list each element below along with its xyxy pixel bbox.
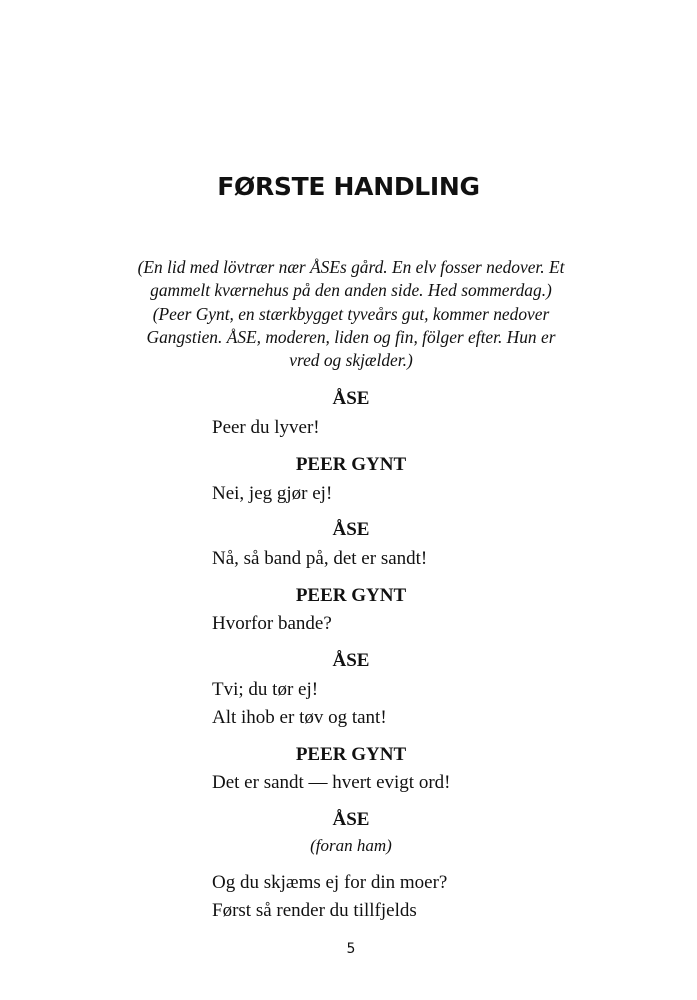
speaker-name: ÅSE: [332, 650, 370, 671]
speaker-name: PEER GYNT: [295, 744, 407, 765]
dialogue-line: Nei, jeg gjør ej!: [212, 483, 333, 504]
act-title: FØRSTE HANDLING: [217, 172, 480, 201]
dialogue-line: Og du skjæms ej for din moer?: [212, 872, 448, 893]
dialogue-line: Først så render du tillfjelds: [212, 900, 417, 921]
stage-direction-line: gammelt kværnehus på den anden side. Hed sommerdag.): [150, 280, 552, 301]
dialogue-line: Det er sandt — hvert evigt ord!: [212, 772, 451, 793]
stage-direction-line: vred og skjælder.): [289, 350, 413, 371]
speaker-name: ÅSE: [332, 519, 370, 540]
dialogue-line: Alt ihob er tøv og tant!: [212, 707, 387, 728]
stage-direction-line: (Peer Gynt, en stærkbygget tyveårs gut, kommer nedover: [152, 303, 550, 324]
stage-direction-line: (En lid med lövtrær nær ÅSEs gård. En elv fosser nedover. Et: [137, 257, 565, 277]
speaker-name: PEER GYNT: [295, 454, 407, 475]
dialogue-line: Peer du lyver!: [212, 417, 320, 438]
dialogue-line: Nå, så band på, det er sandt!: [212, 548, 428, 569]
speaker-direction: (foran ham): [310, 836, 392, 855]
speaker-name: PEER GYNT: [295, 585, 407, 606]
speaker-name: ÅSE: [332, 388, 370, 409]
dialogue-line: Tvi; du tør ej!: [212, 679, 319, 700]
dialogue-line: Hvorfor bande?: [212, 613, 332, 634]
page-number: 5: [346, 941, 356, 957]
opening-stage-direction: [130, 256, 572, 372]
speaker-name: ÅSE: [332, 809, 370, 830]
stage-direction-line: Gangstien. ÅSE, moderen, liden og fin, fölger efter. Hun er: [146, 326, 556, 347]
